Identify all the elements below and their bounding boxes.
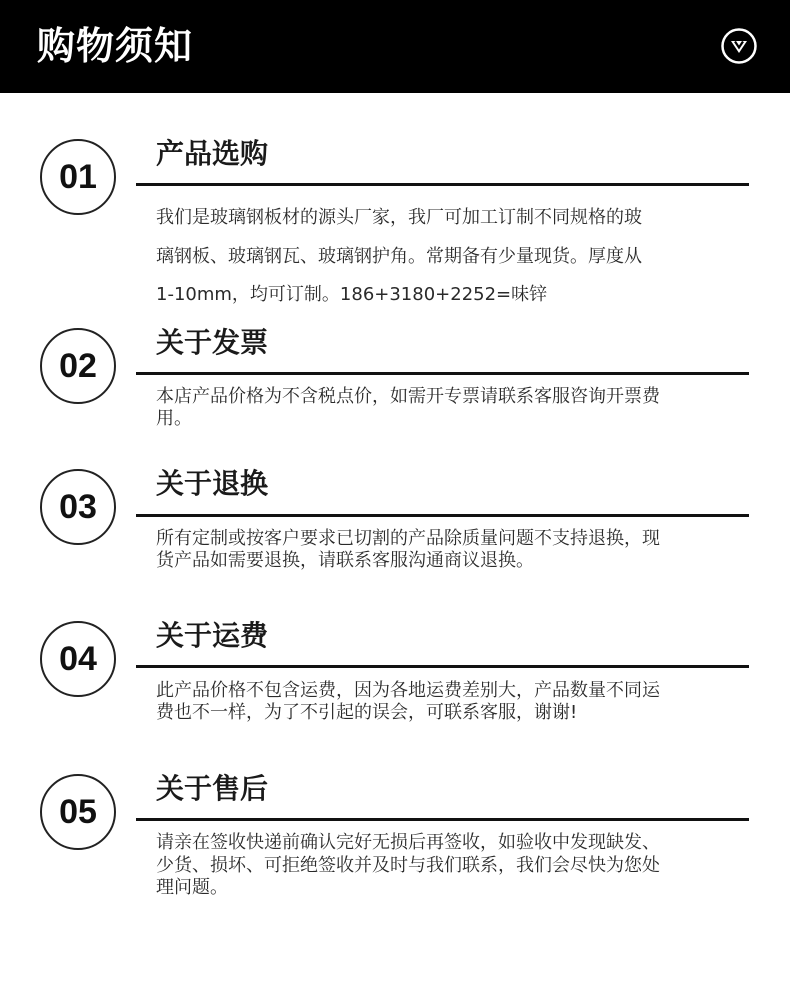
section-number-badge: 03 bbox=[40, 469, 116, 545]
section-title: 产品选购 bbox=[156, 137, 269, 170]
section-divider bbox=[136, 818, 749, 821]
page-title: 购物须知 bbox=[37, 24, 194, 68]
section-number-badge: 05 bbox=[40, 774, 116, 850]
body-line: 请亲在签收快递前确认完好无损后再签收，如验收中发现缺发、 bbox=[156, 832, 660, 853]
section-title: 关于售后 bbox=[156, 772, 269, 805]
section-body bbox=[156, 386, 722, 430]
section-divider bbox=[136, 665, 749, 668]
body-line: 璃钢板、玻璃钢瓦、玻璃钢护角。常期备有少量现货。厚度从 bbox=[156, 245, 642, 267]
body-line: 少货、损坏、可拒绝签收并及时与我们联系，我们会尽快为您处 bbox=[156, 854, 660, 876]
body-line: 1-10mm，均可订制。186+3180+2252=味锌 bbox=[156, 284, 548, 305]
section-body bbox=[156, 199, 722, 315]
section-number-badge: 04 bbox=[40, 621, 116, 697]
section-divider bbox=[136, 372, 749, 375]
section-body bbox=[156, 680, 722, 724]
section-body bbox=[156, 528, 722, 572]
section-number-badge: 01 bbox=[40, 139, 116, 215]
section-divider bbox=[136, 183, 749, 186]
section-number-badge: 02 bbox=[40, 328, 116, 404]
body-line: 此产品价格不包含运费，因为各地运费差别大，产品数量不同运 bbox=[156, 680, 660, 701]
body-line: 本店产品价格为不含税点价，如需开专票请联系客服咨询开票费 bbox=[156, 386, 660, 407]
section-title: 关于运费 bbox=[156, 619, 269, 652]
body-line: 用。 bbox=[156, 408, 192, 429]
body-line: 我们是玻璃钢板材的源头厂家，我厂可加工订制不同规格的玻 bbox=[156, 207, 642, 228]
body-line: 费也不一样，为了不引起的误会，可联系客服，谢谢! bbox=[156, 702, 578, 723]
section-title: 关于发票 bbox=[156, 326, 269, 359]
section-body bbox=[156, 832, 722, 900]
header-bar bbox=[0, 0, 790, 93]
section-divider bbox=[136, 514, 749, 517]
chevron-down-circle-icon[interactable] bbox=[720, 27, 758, 65]
section-title: 关于退换 bbox=[156, 467, 269, 500]
body-line: 所有定制或按客户要求已切割的产品除质量问题不支持退换，现 bbox=[156, 528, 660, 549]
body-line: 货产品如需要退换，请联系客服沟通商议退换。 bbox=[156, 550, 534, 571]
body-line: 理问题。 bbox=[156, 877, 228, 898]
